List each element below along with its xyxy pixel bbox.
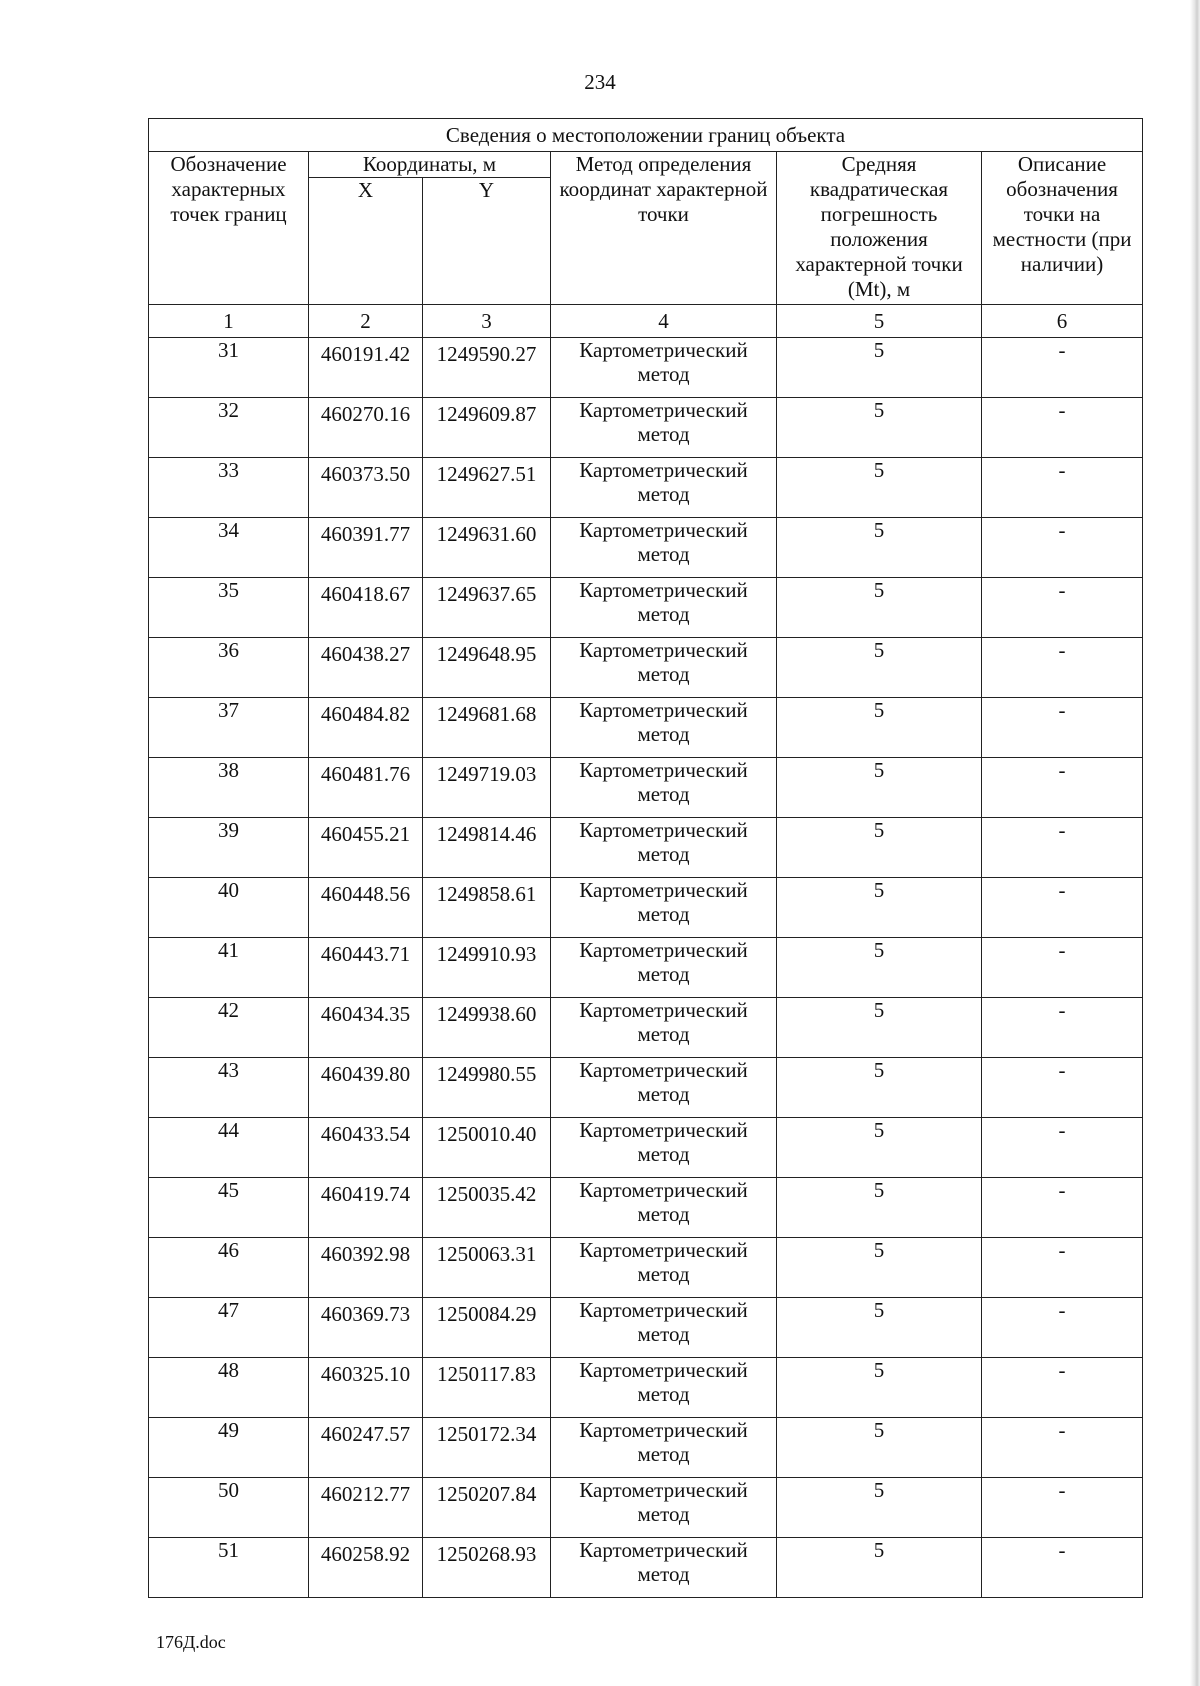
y-coordinate-cell: 1249637.65 [423, 578, 551, 638]
y-coordinate-cell: 1249719.03 [423, 758, 551, 818]
y-coordinate-cell: 1249627.51 [423, 458, 551, 518]
method-cell: Картометрический метод [551, 1058, 777, 1118]
accuracy-cell: 5 [777, 1358, 982, 1418]
point-cell: 51 [149, 1538, 309, 1598]
point-cell: 50 [149, 1478, 309, 1538]
table-title-text: Сведения о местоположении границ объекта [445, 123, 846, 147]
y-coordinate-cell: 1250063.31 [423, 1238, 551, 1298]
table-body [149, 119, 1143, 1598]
point-cell: 35 [149, 578, 309, 638]
table-row [149, 998, 1143, 1058]
method-cell: Картометрический метод [551, 698, 777, 758]
accuracy-cell: 5 [777, 518, 982, 578]
header-row-1 [149, 152, 1143, 178]
scan-edge [1190, 0, 1200, 1686]
accuracy-cell: 5 [777, 458, 982, 518]
description-cell: - [982, 518, 1143, 578]
table-row [149, 818, 1143, 878]
table-title [149, 119, 1143, 152]
x-coordinate-cell: 460258.92 [309, 1538, 423, 1598]
point-cell: 40 [149, 878, 309, 938]
header-coordinates: Координаты, м [309, 152, 551, 178]
y-coordinate-cell: 1249631.60 [423, 518, 551, 578]
y-coordinate-cell: 1250084.29 [423, 1298, 551, 1358]
description-cell: - [982, 398, 1143, 458]
method-cell: Картометрический метод [551, 1418, 777, 1478]
table-row [149, 1478, 1143, 1538]
method-cell: Картометрический метод [551, 518, 777, 578]
header-accuracy: Средняя квадратическая погрешность положения характерной точки (Mt), м [777, 152, 982, 305]
table-row [149, 698, 1143, 758]
accuracy-cell: 5 [777, 818, 982, 878]
column-number: 5 [777, 305, 982, 338]
accuracy-cell: 5 [777, 338, 982, 398]
x-coordinate-cell: 460191.42 [309, 338, 423, 398]
point-cell: 41 [149, 938, 309, 998]
accuracy-cell: 5 [777, 698, 982, 758]
method-cell: Картометрический метод [551, 878, 777, 938]
point-cell: 38 [149, 758, 309, 818]
x-coordinate-cell: 460484.82 [309, 698, 423, 758]
header-description: Описание обозначения точки на местности (при наличии) [982, 152, 1143, 305]
x-coordinate-cell: 460439.80 [309, 1058, 423, 1118]
table-row [149, 1238, 1143, 1298]
description-cell: - [982, 698, 1143, 758]
table-row [149, 1358, 1143, 1418]
accuracy-cell: 5 [777, 998, 982, 1058]
method-cell: Картометрический метод [551, 938, 777, 998]
description-cell: - [982, 578, 1143, 638]
method-cell: Картометрический метод [551, 1298, 777, 1358]
description-cell: - [982, 1418, 1143, 1478]
method-cell: Картометрический метод [551, 1118, 777, 1178]
point-cell: 43 [149, 1058, 309, 1118]
accuracy-cell: 5 [777, 1238, 982, 1298]
x-coordinate-cell: 460443.71 [309, 938, 423, 998]
point-cell: 36 [149, 638, 309, 698]
table-row [149, 338, 1143, 398]
accuracy-cell: 5 [777, 1118, 982, 1178]
x-coordinate-cell: 460212.77 [309, 1478, 423, 1538]
y-coordinate-cell: 1250035.42 [423, 1178, 551, 1238]
description-cell: - [982, 1118, 1143, 1178]
description-cell: - [982, 1478, 1143, 1538]
accuracy-cell: 5 [777, 398, 982, 458]
point-cell: 37 [149, 698, 309, 758]
point-cell: 45 [149, 1178, 309, 1238]
column-number: 1 [149, 305, 309, 338]
method-cell: Картометрический метод [551, 818, 777, 878]
y-coordinate-cell: 1250010.40 [423, 1118, 551, 1178]
table-row [149, 878, 1143, 938]
column-number: 3 [423, 305, 551, 338]
description-cell: - [982, 1178, 1143, 1238]
footer-filename: 176Д.doc [156, 1632, 226, 1652]
method-cell: Картометрический метод [551, 638, 777, 698]
point-cell: 44 [149, 1118, 309, 1178]
page-number: 234 [584, 70, 616, 94]
y-coordinate-cell: 1249980.55 [423, 1058, 551, 1118]
x-coordinate-cell: 460247.57 [309, 1418, 423, 1478]
description-cell: - [982, 1538, 1143, 1598]
column-number: 6 [982, 305, 1143, 338]
table-row [149, 1118, 1143, 1178]
method-cell: Картометрический метод [551, 1238, 777, 1298]
description-cell: - [982, 1298, 1143, 1358]
x-coordinate-cell: 460392.98 [309, 1238, 423, 1298]
method-cell: Картометрический метод [551, 398, 777, 458]
point-cell: 31 [149, 338, 309, 398]
y-coordinate-cell: 1249858.61 [423, 878, 551, 938]
method-cell: Картометрический метод [551, 458, 777, 518]
header-x: X [309, 178, 423, 305]
description-cell: - [982, 938, 1143, 998]
description-cell: - [982, 758, 1143, 818]
description-cell: - [982, 1358, 1143, 1418]
table-row [149, 1538, 1143, 1598]
point-cell: 46 [149, 1238, 309, 1298]
accuracy-cell: 5 [777, 1418, 982, 1478]
x-coordinate-cell: 460434.35 [309, 998, 423, 1058]
point-cell: 47 [149, 1298, 309, 1358]
x-coordinate-cell: 460391.77 [309, 518, 423, 578]
column-number: 2 [309, 305, 423, 338]
y-coordinate-cell: 1250117.83 [423, 1358, 551, 1418]
y-coordinate-cell: 1250268.93 [423, 1538, 551, 1598]
method-cell: Картометрический метод [551, 1538, 777, 1598]
method-cell: Картометрический метод [551, 758, 777, 818]
description-cell: - [982, 818, 1143, 878]
boundary-coordinates-table [148, 118, 1143, 1598]
y-coordinate-cell: 1249681.68 [423, 698, 551, 758]
accuracy-cell: 5 [777, 1538, 982, 1598]
accuracy-cell: 5 [777, 1478, 982, 1538]
accuracy-cell: 5 [777, 938, 982, 998]
x-coordinate-cell: 460369.73 [309, 1298, 423, 1358]
y-coordinate-cell: 1249938.60 [423, 998, 551, 1058]
method-cell: Картометрический метод [551, 578, 777, 638]
x-coordinate-cell: 460438.27 [309, 638, 423, 698]
table-row [149, 398, 1143, 458]
table-row [149, 1298, 1143, 1358]
y-coordinate-cell: 1250207.84 [423, 1478, 551, 1538]
point-cell: 34 [149, 518, 309, 578]
table-row [149, 518, 1143, 578]
table-row [149, 458, 1143, 518]
point-cell: 39 [149, 818, 309, 878]
x-coordinate-cell: 460418.67 [309, 578, 423, 638]
description-cell: - [982, 338, 1143, 398]
x-coordinate-cell: 460448.56 [309, 878, 423, 938]
point-cell: 49 [149, 1418, 309, 1478]
accuracy-cell: 5 [777, 578, 982, 638]
description-cell: - [982, 1238, 1143, 1298]
y-coordinate-cell: 1249590.27 [423, 338, 551, 398]
point-cell: 33 [149, 458, 309, 518]
description-cell: - [982, 878, 1143, 938]
y-coordinate-cell: 1249910.93 [423, 938, 551, 998]
x-coordinate-cell: 460455.21 [309, 818, 423, 878]
accuracy-cell: 5 [777, 1298, 982, 1358]
x-coordinate-cell: 460433.54 [309, 1118, 423, 1178]
table-title-row [149, 119, 1143, 152]
y-coordinate-cell: 1249814.46 [423, 818, 551, 878]
accuracy-cell: 5 [777, 1058, 982, 1118]
method-cell: Картометрический метод [551, 338, 777, 398]
table-row [149, 1418, 1143, 1478]
column-number: 4 [551, 305, 777, 338]
accuracy-cell: 5 [777, 878, 982, 938]
table-row [149, 638, 1143, 698]
accuracy-cell: 5 [777, 638, 982, 698]
y-coordinate-cell: 1249609.87 [423, 398, 551, 458]
x-coordinate-cell: 460270.16 [309, 398, 423, 458]
point-cell: 42 [149, 998, 309, 1058]
point-cell: 48 [149, 1358, 309, 1418]
x-coordinate-cell: 460419.74 [309, 1178, 423, 1238]
table-row [149, 938, 1143, 998]
y-coordinate-cell: 1250172.34 [423, 1418, 551, 1478]
method-cell: Картометрический метод [551, 1358, 777, 1418]
accuracy-cell: 5 [777, 1178, 982, 1238]
method-cell: Картометрический метод [551, 1478, 777, 1538]
x-coordinate-cell: 460373.50 [309, 458, 423, 518]
header-method: Метод определения координат характерной точки [551, 152, 777, 305]
x-coordinate-cell: 460325.10 [309, 1358, 423, 1418]
header-y: Y [423, 178, 551, 305]
description-cell: - [982, 1058, 1143, 1118]
x-coordinate-cell: 460481.76 [309, 758, 423, 818]
description-cell: - [982, 638, 1143, 698]
table-row [149, 578, 1143, 638]
description-cell: - [982, 998, 1143, 1058]
table-row [149, 758, 1143, 818]
point-cell: 32 [149, 398, 309, 458]
method-cell: Картометрический метод [551, 1178, 777, 1238]
y-coordinate-cell: 1249648.95 [423, 638, 551, 698]
description-cell: - [982, 458, 1143, 518]
column-number-row [149, 305, 1143, 338]
method-cell: Картометрический метод [551, 998, 777, 1058]
table-row [149, 1178, 1143, 1238]
header-point-designation: Обозначение характерных точек границ [149, 152, 309, 305]
accuracy-cell: 5 [777, 758, 982, 818]
table-row [149, 1058, 1143, 1118]
